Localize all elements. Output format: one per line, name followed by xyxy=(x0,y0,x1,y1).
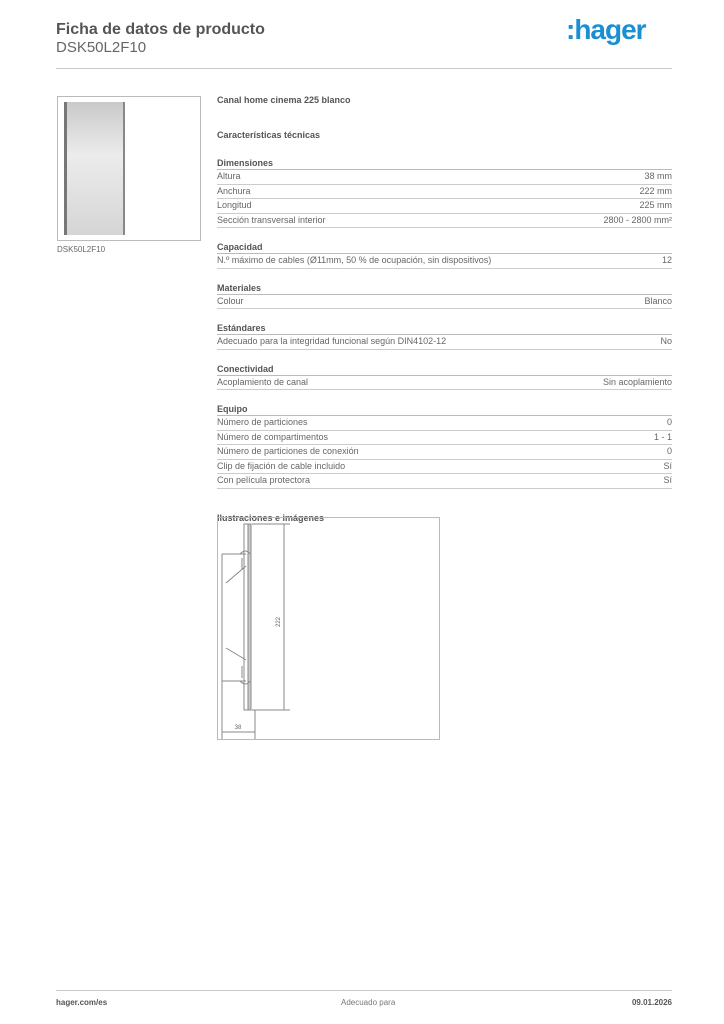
spec-label: Clip de fijación de cable incluido xyxy=(217,460,346,471)
spec-row xyxy=(217,416,672,431)
technical-drawing xyxy=(217,517,440,740)
illustrations-heading: Ilustraciones e imágenes xyxy=(217,512,325,523)
spec-row xyxy=(217,376,672,391)
panel-image xyxy=(64,102,125,235)
spec-row xyxy=(217,199,672,214)
spec-section xyxy=(217,95,672,523)
spec-row xyxy=(217,445,672,460)
spec-label: N.º máximo de cables (Ø11mm, 50 % de ocupación, sin dispositivos) xyxy=(217,255,492,265)
spec-value: Sí xyxy=(663,460,672,471)
width-dimension-label: 38 xyxy=(234,725,242,731)
height-dimension-label: 222 xyxy=(276,616,282,628)
spec-group xyxy=(217,403,672,489)
cross-section-drawing-icon xyxy=(218,518,439,739)
spec-label: Acoplamiento de canal xyxy=(217,376,309,387)
footer-suitable-for: Adecuado para xyxy=(341,998,396,1007)
thumbnail-caption: DSK50L2F10 xyxy=(57,245,106,254)
spec-value: Blanco xyxy=(644,295,672,306)
spec-group xyxy=(217,157,672,228)
spec-row xyxy=(217,170,672,185)
spec-label: Sección transversal interior xyxy=(217,214,326,225)
spec-label: Adecuado para la integridad funcional según DIN4102-12 xyxy=(217,336,447,346)
spec-group-title: Equipo xyxy=(217,403,672,416)
spec-value: 0 xyxy=(666,446,672,456)
spec-value: 1 - 1 xyxy=(653,431,672,442)
product-name: Canal home cinema 225 blanco xyxy=(217,95,351,105)
spec-row xyxy=(217,335,672,350)
spec-value: 2800 - 2800 mm² xyxy=(603,214,672,225)
spec-value: 12 xyxy=(661,255,672,265)
spec-row xyxy=(217,474,672,489)
page-title: Ficha de datos de producto xyxy=(56,21,265,38)
footer-date: 09.01.2026 xyxy=(631,998,672,1007)
spec-label: Longitud xyxy=(217,200,252,210)
spec-row xyxy=(217,185,672,200)
spec-row xyxy=(217,254,672,269)
spec-value: No xyxy=(660,336,672,346)
spec-label: Número de particiones xyxy=(217,417,308,427)
spec-value: 225 mm xyxy=(639,200,672,210)
header-divider xyxy=(56,68,672,69)
product-code: DSK50L2F10 xyxy=(56,39,147,56)
spec-group xyxy=(217,282,672,310)
spec-row xyxy=(217,214,672,229)
spec-group xyxy=(217,363,672,391)
spec-group-title: Materiales xyxy=(217,282,672,295)
spec-label: Anchura xyxy=(217,185,251,196)
spec-group-title: Conectividad xyxy=(217,363,672,376)
spec-group-title: Dimensiones xyxy=(217,157,672,170)
spec-label: Número de compartimentos xyxy=(217,431,329,442)
product-thumbnail xyxy=(57,96,201,241)
hager-logo: :hager xyxy=(566,14,646,45)
spec-group xyxy=(217,322,672,350)
spec-group-title: Capacidad xyxy=(217,241,672,254)
spec-value: Sin acoplamiento xyxy=(602,376,672,387)
footer-divider xyxy=(56,990,672,991)
spec-value: Sí xyxy=(663,475,672,485)
spec-row xyxy=(217,431,672,446)
spec-value: 38 mm xyxy=(644,171,672,181)
spec-value: 0 xyxy=(666,417,672,427)
spec-row xyxy=(217,295,672,310)
footer-website[interactable]: hager.com/es xyxy=(56,998,108,1007)
spec-label: Número de particiones de conexión xyxy=(217,446,359,456)
spec-row xyxy=(217,460,672,475)
spec-group xyxy=(217,241,672,269)
characteristics-heading: Características técnicas xyxy=(217,130,321,140)
spec-label: Altura xyxy=(217,171,241,181)
spec-label: Colour xyxy=(217,295,244,306)
spec-group-title: Estándares xyxy=(217,322,672,335)
spec-label: Con película protectora xyxy=(217,475,311,485)
spec-value: 222 mm xyxy=(639,185,672,196)
